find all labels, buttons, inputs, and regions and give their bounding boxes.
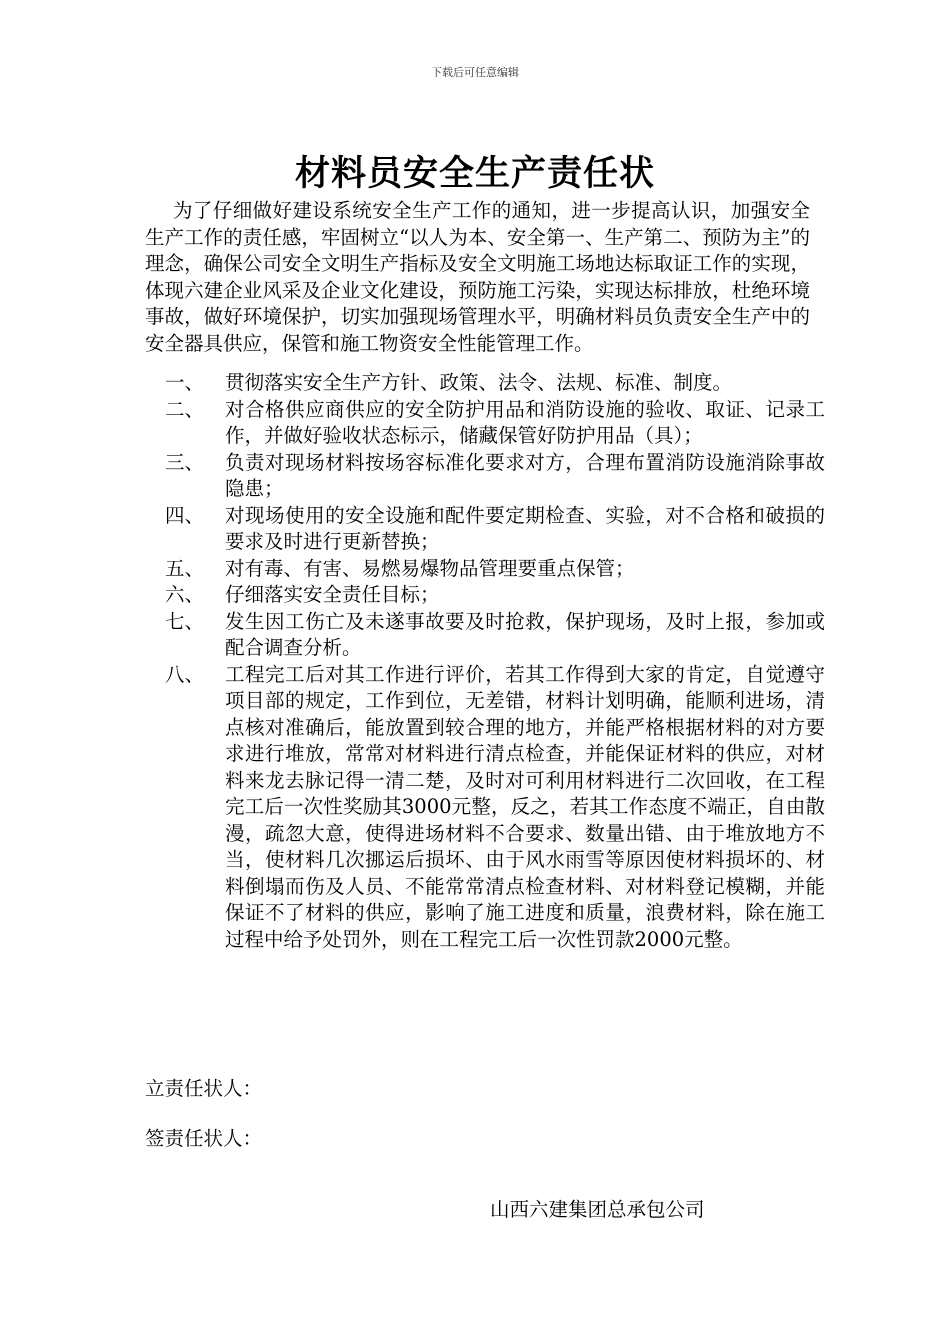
item-number: 六、 bbox=[165, 583, 205, 606]
item-text: 工程完工后对其工作进行评价，若其工作得到大家的肯定，自觉遵守项目部的规定，工作到位，无差错，材料计划明确，能顺利进场，清点核对准确后，能放置到较合理的地方，并能严格根据材料的对方要求进行堆放，常常对材料进行清点检查，并能保证材料的供应，对材料来龙去脉记得一清二楚，及时对可利用材料进行二次回收，在工程完工后一次性奖励其3000元整，反之，若其工作态度不端正，自由散漫，疏忽大意，使得进场材料不合要求、数量出错、由于堆放地方不当，使材料几次挪运后损坏、由于风水雨雪等原因使材料损坏的、材料倒塌而伤及人员、不能常常清点检查材料、对材料登记模糊，并能保证不了材料的供应，影响了施工进度和质量，浪费材料，除在施工过程中给予处罚外，则在工程完工后一次性罚款2000元整。 bbox=[225, 662, 825, 951]
list-item bbox=[165, 370, 825, 397]
item-number: 一、 bbox=[165, 371, 205, 394]
item-number: 八、 bbox=[165, 662, 205, 686]
document-title: 材料员安全生产责任状 bbox=[294, 154, 655, 194]
header-note: 下载后可任意编辑 bbox=[431, 66, 519, 79]
list-item bbox=[165, 609, 825, 662]
signer-signature-label: 签责任状人： bbox=[145, 1127, 263, 1150]
item-text: 负责对现场材料按场容标准化要求对方，合理布置消防设施消除事故隐患； bbox=[225, 450, 825, 500]
item-text: 对合格供应商供应的安全防护用品和消防设施的验收、取证、记录工作，并做好验收状态标示，储藏保管好防护用品（具）； bbox=[225, 397, 825, 447]
item-text: 仔细落实安全责任目标； bbox=[225, 583, 440, 606]
list-item bbox=[165, 662, 825, 954]
item-number: 七、 bbox=[165, 609, 205, 633]
issuer-signature-label: 立责任状人： bbox=[145, 1077, 263, 1100]
item-text: 贯彻落实安全生产方针、政策、法令、法规、标准、制度。 bbox=[225, 371, 733, 394]
responsibility-list bbox=[165, 370, 825, 953]
list-item bbox=[165, 397, 825, 450]
item-number: 二、 bbox=[165, 397, 205, 421]
item-text: 发生因工伤亡及未遂事故要及时抢救，保护现场，及时上报，参加或配合调查分析。 bbox=[225, 609, 825, 659]
list-item bbox=[165, 556, 825, 583]
list-item bbox=[165, 450, 825, 503]
item-text: 对有毒、有害、易燃易爆物品管理要重点保管； bbox=[225, 556, 635, 580]
list-item bbox=[165, 503, 825, 556]
item-number: 四、 bbox=[165, 503, 205, 527]
item-number: 五、 bbox=[165, 556, 205, 580]
list-item bbox=[165, 582, 825, 609]
item-number: 三、 bbox=[165, 450, 205, 474]
item-text: 对现场使用的安全设施和配件要定期检查、实验，对不合格和破损的要求及时进行更新替换； bbox=[225, 503, 825, 553]
intro-paragraph: 为了仔细做好建设系统安全生产工作的通知，进一步提高认识，加强安全生产工作的责任感，牢固树立“以人为本、安全第一、生产第二、预防为主”的理念，确保公司安全文明生产指标及安全文明施工场地达标取证工作的实现，体现六建企业风采及企业文化建设，预防施工污染，实现达标排放，杜绝环境事故，做好环境保护，切实加强现场管理水平，明确材料员负责安全生产中的安全器具供应，保管和施工物资安全性能管理工作。 bbox=[145, 199, 810, 355]
company-name: 山西六建集团总承包公司 bbox=[490, 1198, 705, 1221]
